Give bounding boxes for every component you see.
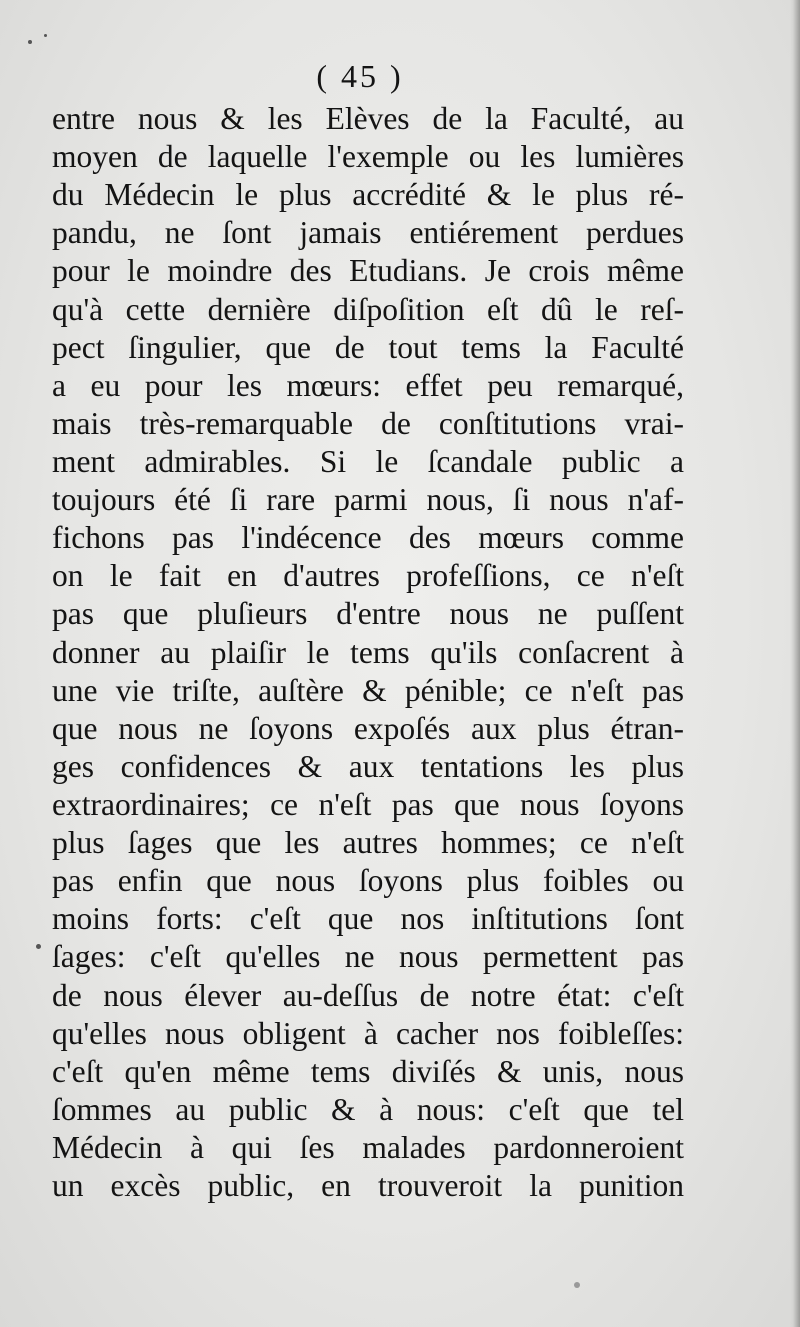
body-text (52, 100, 684, 1205)
text-line: toujours été ſi rare parmi nous, ſi nous n'af- (52, 482, 684, 518)
text-line: moins forts: c'eſt que nos inſtitutions ſont (52, 901, 684, 937)
text-line: fichons pas l'indécence des mœurs comme (52, 520, 684, 556)
text-line: extraordinaires; ce n'eſt pas que nous ſoyons (52, 786, 684, 822)
text-line: ſages: c'eſt qu'elles ne nous permettent pas (52, 939, 684, 975)
text-line: qu'à cette dernière diſpoſition eſt dû le reſ- (52, 291, 684, 327)
text-line: donner au plaiſir le tems qu'ils conſacrent à (52, 634, 684, 670)
text-line: pour le moindre des Etudians. Je crois même (52, 253, 684, 289)
text-line: pas enfin que nous ſoyons plus foibles ou (52, 863, 684, 899)
text-line: moyen de laquelle l'exemple ou les lumières (52, 139, 684, 175)
page-number: ( 45 ) (316, 58, 404, 94)
text-line: qu'elles nous obligent à cacher nos foibleſſes: (52, 1015, 684, 1051)
text-line: du Médecin le plus accrédité & le plus ré- (52, 177, 684, 213)
text-line: ges confidences & aux tentations les plus (52, 748, 684, 784)
text-line: pect ſingulier, que de tout tems la Faculté (52, 329, 684, 365)
text-line: un excès public, en trouveroit la punition (52, 1168, 684, 1204)
page-edge-shadow (790, 0, 800, 1327)
text-line: plus ſages que les autres hommes; ce n'eſt (52, 825, 684, 861)
text-line: pas que pluſieurs d'entre nous ne puſſent (52, 596, 684, 632)
text-line: on le fait en d'autres profeſſions, ce n'eſt (52, 558, 684, 594)
text-line: a eu pour les mœurs: effet peu remarqué, (52, 367, 684, 403)
text-line: ment admirables. Si le ſcandale public a (52, 443, 684, 479)
ink-speck (574, 1282, 580, 1288)
text-line: mais très-remarquable de conſtitutions vrai- (52, 405, 684, 441)
ink-speck (36, 944, 41, 949)
ink-speck (28, 40, 32, 44)
text-line: que nous ne ſoyons expoſés aux plus étran- (52, 710, 684, 746)
text-line: une vie triſte, auſtère & pénible; ce n'eſt pas (52, 672, 684, 708)
text-line: entre nous & les Elèves de la Faculté, au (52, 101, 684, 136)
text-line: pandu, ne ſont jamais entiérement perdues (52, 215, 684, 251)
text-line: Médecin à qui ſes malades pardonneroient (52, 1129, 684, 1165)
text-line: ſommes au public & à nous: c'eſt que tel (52, 1091, 684, 1127)
text-line: de nous élever au-deſſus de notre état: c'eſt (52, 977, 684, 1013)
text-line: c'eſt qu'en même tems diviſés & unis, nous (52, 1053, 684, 1089)
ink-speck (44, 34, 47, 37)
